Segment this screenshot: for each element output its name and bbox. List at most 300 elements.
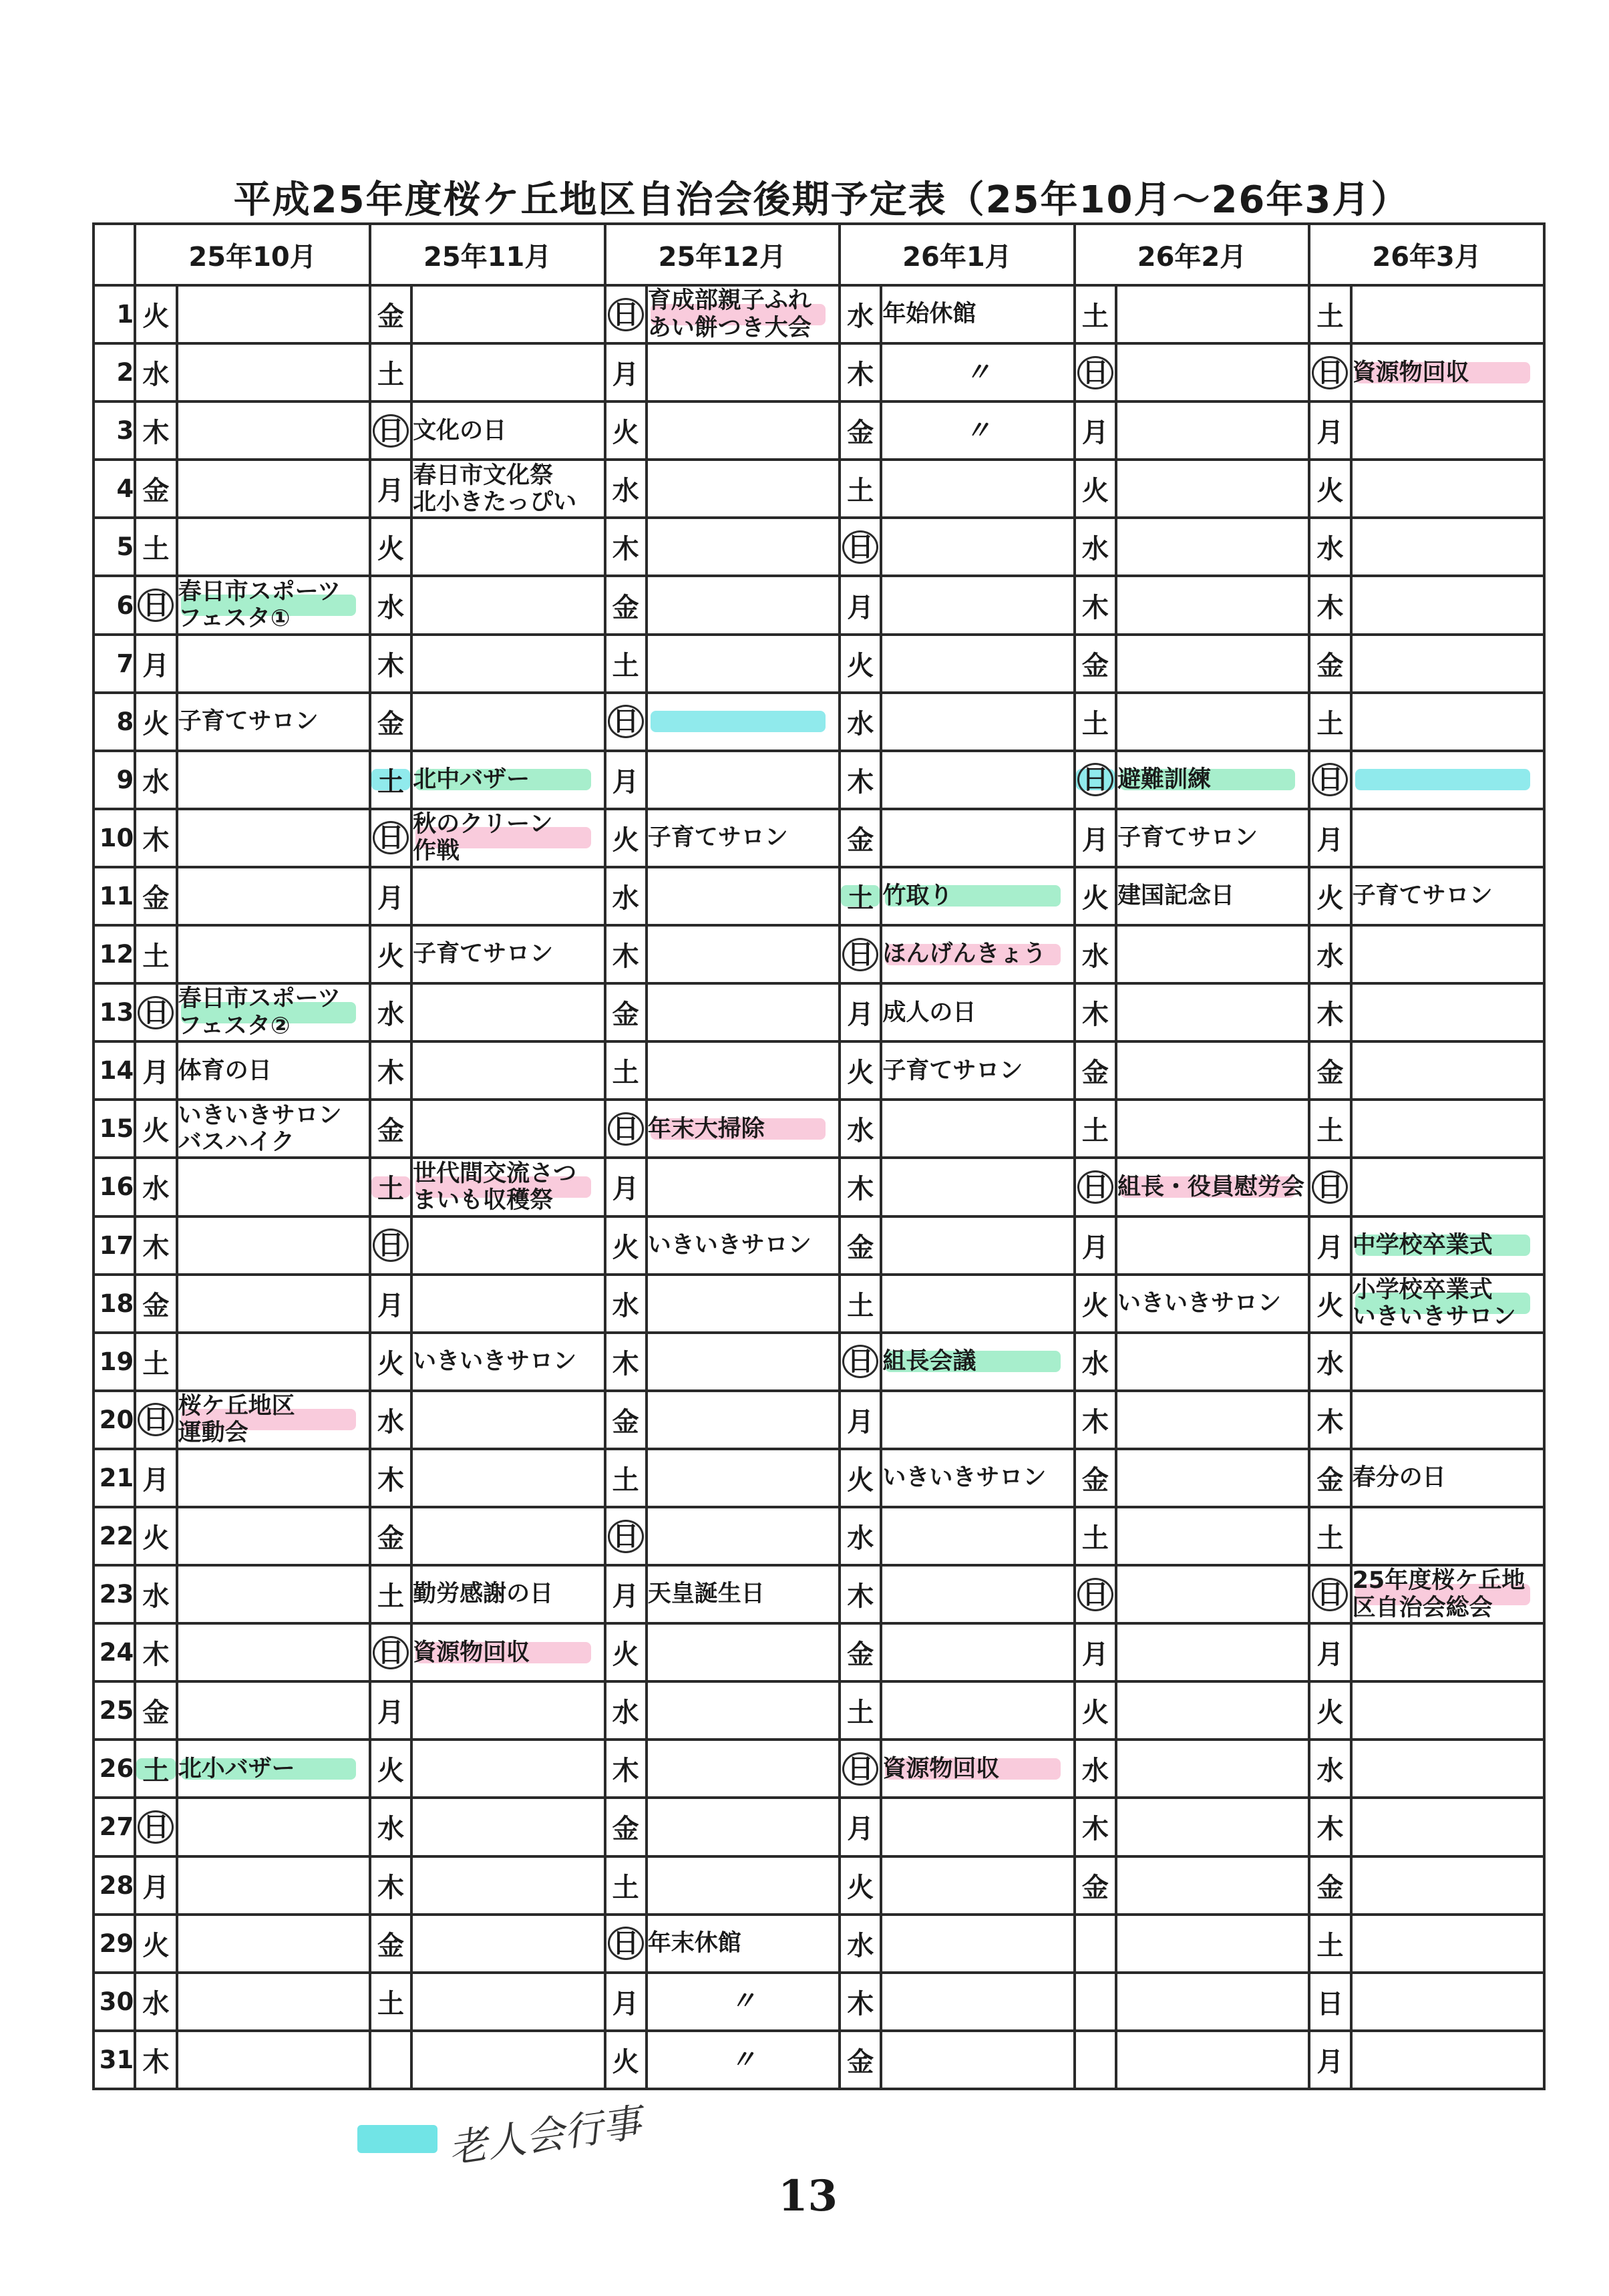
event-cell: [411, 635, 604, 693]
day-number: 21: [94, 1449, 135, 1507]
weekday-cell: [1075, 518, 1116, 576]
weekday-cell: [1309, 1333, 1351, 1391]
weekday-cell: [840, 1333, 881, 1391]
event-text: 春日市スポーツ フェスタ①: [178, 578, 341, 633]
event-text: 25年度桜ケ丘地 区自治会総会: [1352, 1567, 1526, 1621]
schedule-table: [92, 222, 1546, 2090]
day-number: 2: [94, 343, 135, 401]
weekday-cell: [1075, 1449, 1116, 1507]
event-cell: [1351, 460, 1544, 518]
event-cell: [881, 518, 1074, 576]
event-cell: [411, 518, 604, 576]
weekday-cell: [1309, 1158, 1351, 1216]
event-text: 資源物回収: [1352, 359, 1469, 386]
weekday-label: 木: [142, 2046, 170, 2078]
event-cell: [881, 401, 1074, 460]
event-cell: [881, 1100, 1074, 1158]
event-cell: [1351, 693, 1544, 751]
event-cell: [411, 460, 604, 518]
event-cell: [177, 1391, 370, 1449]
weekday-cell: [135, 1333, 176, 1391]
event-cell: [647, 2031, 840, 2089]
weekday-cell: [1309, 693, 1351, 751]
event-text: 成人の日: [882, 999, 976, 1026]
event-cell: [177, 1915, 370, 1973]
weekday-cell: [1075, 635, 1116, 693]
weekday-cell: [1075, 1216, 1116, 1275]
weekday-cell: [1309, 983, 1351, 1041]
circled-weekday: 日: [842, 530, 878, 564]
weekday-cell: [1075, 1041, 1116, 1100]
event-cell: [1351, 809, 1544, 867]
weekday-cell: [135, 1507, 176, 1565]
circled-weekday: 日: [608, 1927, 644, 1960]
table-row: [94, 751, 1544, 809]
event-cell: [881, 1391, 1074, 1449]
weekday-label: 金: [377, 708, 405, 740]
weekday-label: 土: [1316, 1930, 1344, 1961]
empty-cell: [411, 2031, 604, 2089]
table-row: [94, 1391, 1544, 1449]
weekday-label: 土: [142, 534, 170, 565]
weekday-cell: [605, 576, 647, 634]
weekday-cell: [605, 751, 647, 809]
weekday-label: 土: [1316, 301, 1344, 333]
weekday-cell: [135, 809, 176, 867]
weekday-label: 火: [377, 1348, 405, 1379]
corner-cell: [94, 224, 135, 285]
weekday-cell: [1075, 925, 1116, 983]
weekday-label: 土: [1081, 1523, 1109, 1554]
event-cell: [1116, 1565, 1309, 1623]
weekday-label: 金: [1316, 1872, 1344, 1903]
weekday-label: 金: [377, 301, 405, 333]
event-cell: [1351, 2031, 1544, 2089]
weekday-label: 金: [612, 592, 639, 623]
weekday-label: 水: [1316, 1348, 1344, 1379]
weekday-cell: [135, 1449, 176, 1507]
weekday-label: 木: [847, 1174, 874, 1205]
day-number: 31: [94, 2031, 135, 2089]
event-cell: [411, 867, 604, 925]
weekday-cell: [605, 1565, 647, 1623]
weekday-cell: [135, 1681, 176, 1740]
weekday-cell: [1309, 809, 1351, 867]
event-cell: [1116, 1507, 1309, 1565]
weekday-cell: [1075, 751, 1116, 809]
weekday-cell: [370, 576, 411, 634]
event-cell: [1351, 1391, 1544, 1449]
weekday-cell: [605, 343, 647, 401]
event-cell: [647, 867, 840, 925]
event-cell: [177, 1449, 370, 1507]
circled-weekday: 日: [1312, 1170, 1348, 1204]
event-text: 北中バザー: [413, 766, 530, 794]
weekday-label: 木: [142, 1232, 170, 1263]
weekday-label: 金: [377, 1523, 405, 1554]
weekday-cell: [1075, 285, 1116, 343]
event-cell: [647, 1333, 840, 1391]
weekday-cell: [370, 1333, 411, 1391]
weekday-cell: [135, 1158, 176, 1216]
day-number: 27: [94, 1798, 135, 1856]
event-cell: [177, 1507, 370, 1565]
event-text: 春日市文化祭 北小きたっぴい: [413, 462, 577, 516]
weekday-cell: [1075, 1275, 1116, 1333]
weekday-cell: [605, 1798, 647, 1856]
event-cell: [411, 1565, 604, 1623]
weekday-cell: [840, 635, 881, 693]
event-cell: [647, 1740, 840, 1798]
weekday-cell: [1309, 343, 1351, 401]
event-cell: [647, 401, 840, 460]
event-text: いきいきサロン: [413, 1348, 577, 1375]
weekday-cell: [370, 1158, 411, 1216]
table-row: [94, 1507, 1544, 1565]
event-text: いきいきサロン: [1117, 1290, 1281, 1317]
weekday-cell: [370, 1216, 411, 1275]
event-cell: [1116, 1449, 1309, 1507]
event-cell: [647, 343, 840, 401]
event-text: 子育てサロン: [1117, 824, 1258, 852]
circled-weekday: 日: [608, 705, 644, 738]
weekday-label: 火: [377, 941, 405, 973]
weekday-label: 木: [1316, 592, 1344, 623]
event-cell: [177, 751, 370, 809]
weekday-cell: [135, 1856, 176, 1915]
weekday-label: 月: [1316, 2046, 1344, 2078]
weekday-label: 木: [847, 1581, 874, 1613]
weekday-cell: [840, 809, 881, 867]
day-number: 11: [94, 867, 135, 925]
event-cell: [1351, 1507, 1544, 1565]
event-cell: [647, 1681, 840, 1740]
weekday-label: 火: [1316, 882, 1344, 914]
weekday-cell: [840, 1100, 881, 1158]
event-cell: [647, 1275, 840, 1333]
event-cell: [1351, 1216, 1544, 1275]
weekday-label: 木: [377, 1464, 405, 1496]
event-text: 組長・役員慰労会: [1117, 1173, 1304, 1200]
weekday-cell: [605, 1100, 647, 1158]
weekday-cell: [840, 1565, 881, 1623]
weekday-cell: [1075, 983, 1116, 1041]
weekday-label: 金: [612, 1814, 639, 1845]
event-cell: [177, 401, 370, 460]
event-cell: [411, 693, 604, 751]
weekday-label: 木: [142, 1639, 170, 1671]
weekday-label: 木: [612, 941, 639, 973]
event-text: 年末休館: [647, 1930, 741, 1957]
event-cell: [411, 809, 604, 867]
table-row: [94, 1275, 1544, 1333]
event-cell: [411, 343, 604, 401]
weekday-cell: [135, 693, 176, 751]
day-number: 6: [94, 576, 135, 634]
event-cell: [881, 925, 1074, 983]
event-cell: [881, 693, 1074, 751]
weekday-cell: [605, 809, 647, 867]
event-text: 体育の日: [178, 1057, 272, 1084]
weekday-cell: [1309, 576, 1351, 634]
weekday-cell: [605, 925, 647, 983]
event-text: 育成部親子ふれ あい餅つき大会: [647, 287, 812, 341]
weekday-cell: [135, 1740, 176, 1798]
weekday-label: 水: [377, 999, 405, 1031]
event-cell: [1351, 1158, 1544, 1216]
month-header: 26年1月: [840, 224, 1075, 285]
weekday-cell: [1309, 1100, 1351, 1158]
event-cell: [881, 1275, 1074, 1333]
weekday-cell: [135, 1391, 176, 1449]
event-text: 子育てサロン: [1352, 882, 1493, 910]
table-row: [94, 635, 1544, 693]
weekday-label: 木: [377, 650, 405, 681]
weekday-cell: [370, 1275, 411, 1333]
weekday-label: 月: [1081, 418, 1109, 449]
weekday-cell: [135, 401, 176, 460]
table-row: [94, 867, 1544, 925]
event-cell: [177, 809, 370, 867]
weekday-label: 水: [612, 1290, 639, 1321]
weekday-cell: [1075, 1158, 1116, 1216]
event-cell: [881, 1333, 1074, 1391]
event-cell: [647, 1798, 840, 1856]
weekday-label: 月: [377, 1697, 405, 1729]
event-cell: [881, 1915, 1074, 1973]
event-text: 資源物回収: [413, 1639, 530, 1666]
weekday-cell: [1075, 576, 1116, 634]
weekday-cell: [1075, 1740, 1116, 1798]
event-cell: [881, 1973, 1074, 2031]
weekday-cell: [1309, 1507, 1351, 1565]
weekday-label: 土: [1316, 708, 1344, 740]
day-number: 10: [94, 809, 135, 867]
day-number: 26: [94, 1740, 135, 1798]
event-cell: [647, 1856, 840, 1915]
weekday-label: 月: [612, 1174, 639, 1205]
weekday-cell: [1309, 401, 1351, 460]
weekday-cell: [605, 401, 647, 460]
weekday-label: 土: [1081, 1116, 1109, 1147]
weekday-label: 木: [612, 1348, 639, 1379]
day-number: 9: [94, 751, 135, 809]
day-number: 13: [94, 983, 135, 1041]
weekday-cell: [1309, 2031, 1351, 2089]
event-cell: [647, 983, 840, 1041]
weekday-cell: [840, 1681, 881, 1740]
weekday-label: 土: [1081, 708, 1109, 740]
weekday-cell: [1075, 1681, 1116, 1740]
day-number: 19: [94, 1333, 135, 1391]
weekday-cell: [1309, 751, 1351, 809]
weekday-label: 木: [1081, 999, 1109, 1031]
event-cell: [881, 1856, 1074, 1915]
weekday-label: 水: [612, 1697, 639, 1729]
event-cell: [411, 1041, 604, 1100]
weekday-cell: [840, 1507, 881, 1565]
day-number: 24: [94, 1623, 135, 1681]
weekday-cell: [370, 1681, 411, 1740]
weekday-cell: [840, 1623, 881, 1681]
weekday-label: 月: [142, 1464, 170, 1496]
day-number: 16: [94, 1158, 135, 1216]
event-cell: [881, 576, 1074, 634]
event-text: いきいきサロン バスハイク: [178, 1102, 342, 1156]
weekday-cell: [605, 460, 647, 518]
weekday-cell: [1309, 1565, 1351, 1623]
weekday-cell: [135, 1915, 176, 1973]
day-number: 30: [94, 1973, 135, 2031]
weekday-cell: [840, 1216, 881, 1275]
weekday-label: 火: [847, 1464, 874, 1496]
weekday-label: 木: [377, 1872, 405, 1903]
table-row: [94, 1041, 1544, 1100]
event-cell: [411, 983, 604, 1041]
weekday-cell: [370, 1915, 411, 1973]
weekday-cell: [1309, 1623, 1351, 1681]
weekday-label: 金: [377, 1116, 405, 1147]
weekday-label: 火: [142, 1116, 170, 1147]
weekday-cell: [840, 1158, 881, 1216]
weekday-label: 火: [847, 1057, 874, 1089]
weekday-label: 火: [1081, 882, 1109, 914]
table-row: [94, 1216, 1544, 1275]
weekday-cell: [1309, 1041, 1351, 1100]
weekday-cell: [1309, 518, 1351, 576]
event-cell: [1351, 576, 1544, 634]
weekday-label: 火: [1316, 476, 1344, 507]
event-cell: [647, 518, 840, 576]
weekday-label: 土: [1081, 301, 1109, 333]
weekday-label: 土: [1316, 1116, 1344, 1147]
weekday-cell: [370, 983, 411, 1041]
weekday-label: 金: [847, 1639, 874, 1671]
weekday-label: 金: [377, 1930, 405, 1961]
event-cell: [177, 1216, 370, 1275]
weekday-cell: [370, 343, 411, 401]
weekday-cell: [840, 1449, 881, 1507]
weekday-label: 木: [142, 824, 170, 856]
event-cell: [177, 460, 370, 518]
day-number: 25: [94, 1681, 135, 1740]
event-text: いきいきサロン: [647, 1231, 812, 1259]
event-text: 建国記念日: [1117, 882, 1234, 910]
circled-weekday: 日: [842, 938, 878, 971]
weekday-cell: [135, 343, 176, 401]
event-cell: [1116, 867, 1309, 925]
event-cell: [411, 751, 604, 809]
weekday-cell: [135, 518, 176, 576]
weekday-cell: [840, 1915, 881, 1973]
weekday-cell: [1309, 925, 1351, 983]
event-cell: [1351, 1565, 1544, 1623]
weekday-cell: [1309, 1391, 1351, 1449]
event-cell: [1116, 518, 1309, 576]
event-cell: [881, 1681, 1074, 1740]
weekday-label: 金: [142, 476, 170, 507]
weekday-cell: [605, 1449, 647, 1507]
event-cell: [411, 1856, 604, 1915]
event-text: 資源物回収: [882, 1755, 1000, 1782]
weekday-label: 月: [847, 1814, 874, 1845]
weekday-label: 土: [612, 1872, 639, 1903]
weekday-label: 水: [1316, 534, 1344, 565]
weekday-label: 火: [1316, 1697, 1344, 1729]
weekday-label: 金: [1081, 1464, 1109, 1496]
weekday-cell: [370, 751, 411, 809]
weekday-label: 木: [1081, 1814, 1109, 1845]
weekday-label: 土: [377, 1581, 405, 1613]
weekday-cell: [605, 2031, 647, 2089]
event-cell: [1351, 925, 1544, 983]
event-cell: [647, 460, 840, 518]
event-cell: [177, 1740, 370, 1798]
event-cell: [177, 1623, 370, 1681]
weekday-label: 木: [847, 1988, 874, 2019]
circled-weekday: 日: [138, 1810, 174, 1844]
table-row: [94, 1623, 1544, 1681]
weekday-cell: [840, 693, 881, 751]
event-cell: [411, 1100, 604, 1158]
table-row: [94, 518, 1544, 576]
table-row: [94, 809, 1544, 867]
event-cell: [1116, 1798, 1309, 1856]
weekday-cell: [840, 2031, 881, 2089]
weekday-label: 水: [377, 592, 405, 623]
event-text: 〃: [965, 357, 991, 387]
day-number: 20: [94, 1391, 135, 1449]
weekday-cell: [135, 867, 176, 925]
weekday-label: 土: [612, 650, 639, 681]
event-cell: [411, 576, 604, 634]
empty-cell: [1116, 1915, 1309, 1973]
weekday-label: 金: [142, 1290, 170, 1321]
circled-weekday: 日: [1312, 1578, 1348, 1611]
event-cell: [647, 1973, 840, 2031]
circled-weekday: 日: [608, 298, 644, 331]
month-header: 26年3月: [1309, 224, 1544, 285]
event-cell: [1116, 635, 1309, 693]
weekday-cell: [135, 1216, 176, 1275]
event-cell: [1116, 1740, 1309, 1798]
weekday-cell: [605, 1507, 647, 1565]
event-text: 〃: [730, 2044, 756, 2074]
weekday-label: 金: [1081, 650, 1109, 681]
circled-weekday: 日: [1077, 1578, 1113, 1611]
table-row: [94, 693, 1544, 751]
table-row: [94, 1856, 1544, 1915]
event-cell: [411, 285, 604, 343]
event-text: 子育てサロン: [647, 824, 788, 852]
circled-weekday: 日: [842, 1345, 878, 1378]
weekday-cell: [370, 1100, 411, 1158]
event-cell: [647, 576, 840, 634]
weekday-cell: [370, 925, 411, 983]
table-row: [94, 1681, 1544, 1740]
weekday-cell: [135, 983, 176, 1041]
event-cell: [177, 285, 370, 343]
circled-weekday: 日: [608, 1112, 644, 1146]
event-cell: [1116, 576, 1309, 634]
event-cell: [881, 1158, 1074, 1216]
weekday-label: 月: [847, 999, 874, 1031]
circled-weekday: 日: [373, 1636, 409, 1669]
event-cell: [881, 460, 1074, 518]
table-row: [94, 343, 1544, 401]
weekday-label: 木: [1316, 999, 1344, 1031]
event-text: 年始休館: [882, 301, 976, 328]
